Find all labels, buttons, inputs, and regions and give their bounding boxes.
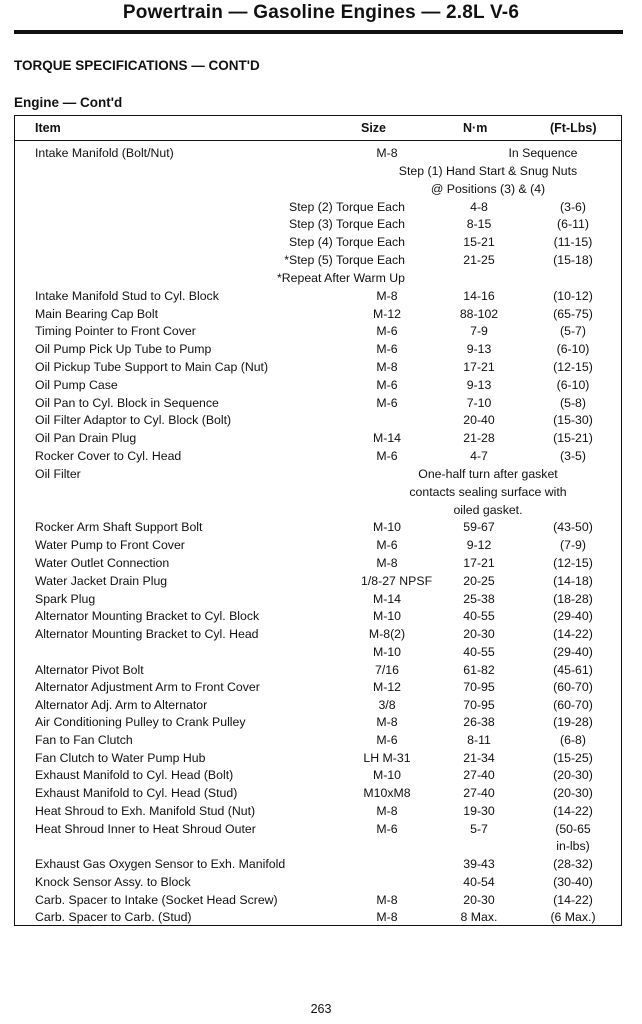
table-row <box>15 430 621 447</box>
header-size: Size <box>361 121 387 135</box>
cell-ftlbs: (14-22) <box>553 804 593 818</box>
cell-item: Timing Pointer to Front Cover <box>35 324 196 338</box>
cell-nm: 70-95 <box>463 680 495 694</box>
cell-item: Oil Pump Case <box>35 378 118 392</box>
cell-nm: 4-8 <box>470 200 488 214</box>
table-row <box>15 448 621 465</box>
cell-note: @ Positions (3) & (4) <box>430 182 546 196</box>
table-row <box>15 270 621 287</box>
cell-ftlbs: (6-10) <box>556 378 590 392</box>
table-row <box>15 341 621 358</box>
cell-item: Alternator Mounting Bracket to Cyl. Head <box>35 627 259 641</box>
cell-ftlbs: (5-7) <box>560 324 586 338</box>
cell-ftlbs: (45-61) <box>553 663 593 677</box>
cell-item: Water Outlet Connection <box>35 556 170 570</box>
cell-nm: 27-40 <box>463 786 495 800</box>
cell-nm: 61-82 <box>463 663 495 677</box>
cell-size: M-8 <box>376 804 398 818</box>
cell-item: Oil Pan to Cyl. Block in Sequence <box>35 396 219 410</box>
cell-nm: 9-12 <box>466 538 492 552</box>
cell-item: Main Bearing Cap Bolt <box>35 307 159 321</box>
cell-size: M-10 <box>372 768 402 782</box>
cell-size: M-10 <box>372 645 402 659</box>
header-ftlbs: (Ft-Lbs) <box>550 121 597 135</box>
cell-item: Oil Pan Drain Plug <box>35 431 137 445</box>
cell-size: M-6 <box>376 538 398 552</box>
cell-item: Water Pump to Front Cover <box>35 538 185 552</box>
cell-size: LH M-31 <box>363 751 411 765</box>
cell-nm: 7-10 <box>466 396 492 410</box>
table-row <box>15 608 621 625</box>
header-item: Item <box>35 121 61 135</box>
cell-nm: 15-21 <box>463 235 495 249</box>
cell-ftlbs: (19-28) <box>553 715 593 729</box>
table-row <box>15 145 621 162</box>
table-row <box>15 626 621 643</box>
cell-ftlbs: (6-10) <box>556 342 590 356</box>
cell-step: Step (2) Torque Each <box>289 200 405 214</box>
cell-nm: 40-55 <box>463 609 495 623</box>
cell-size: M-6 <box>376 324 398 338</box>
cell-size: M-8 <box>376 556 398 570</box>
table-row <box>15 395 621 412</box>
cell-note: oiled gasket. <box>453 503 523 517</box>
cell-ftlbs: (15-25) <box>553 751 593 765</box>
cell-size: M-12 <box>372 680 402 694</box>
table-row <box>15 359 621 376</box>
table-row <box>15 909 621 926</box>
table-row <box>15 892 621 909</box>
table-row <box>15 555 621 572</box>
table-row <box>15 803 621 820</box>
cell-ftlbs: (10-12) <box>553 289 593 303</box>
table-row <box>15 412 621 429</box>
cell-item: Water Jacket Drain Plug <box>35 574 168 588</box>
cell-item: Fan Clutch to Water Pump Hub <box>35 751 206 765</box>
cell-item: Exhaust Manifold to Cyl. Head (Stud) <box>35 786 238 800</box>
table-row <box>15 750 621 767</box>
cell-size: M-8 <box>376 715 398 729</box>
cell-ftlbs: (12-15) <box>553 556 593 570</box>
table-row <box>15 377 621 394</box>
cell-step: *Repeat After Warm Up <box>276 271 405 285</box>
cell-item: Rocker Arm Shaft Support Bolt <box>35 520 203 534</box>
cell-note: contacts sealing surface with <box>409 485 567 499</box>
cell-size: M-6 <box>376 822 398 836</box>
cell-nm: 20-25 <box>463 574 495 588</box>
cell-size: M-8 <box>376 360 398 374</box>
cell-item: Carb. Spacer to Carb. (Stud) <box>35 910 192 924</box>
cell-item: Alternator Mounting Bracket to Cyl. Block <box>35 609 260 623</box>
cell-nm: 27-40 <box>463 768 495 782</box>
cell-size: M-8 <box>376 146 398 160</box>
cell-ftlbs: (30-40) <box>553 875 593 889</box>
cell-ftlbs: (20-30) <box>553 768 593 782</box>
cell-item: Oil Pickup Tube Support to Main Cap (Nut) <box>35 360 269 374</box>
cell-size: 7/16 <box>375 663 399 677</box>
table-row <box>15 323 621 340</box>
cell-ftlbs: (50-65 <box>555 822 591 836</box>
cell-size: M-6 <box>376 342 398 356</box>
cell-nm: 17-21 <box>463 556 495 570</box>
cell-item: Heat Shroud Inner to Heat Shroud Outer <box>35 822 256 836</box>
cell-nm: 20-30 <box>463 893 495 907</box>
cell-nm: 40-54 <box>463 875 495 889</box>
cell-step: *Step (5) Torque Each <box>284 253 405 267</box>
cell-size: M-14 <box>372 431 402 445</box>
cell-note: In Sequence <box>508 146 578 160</box>
cell-nm: 8-15 <box>466 217 492 231</box>
cell-size: M-6 <box>376 396 398 410</box>
cell-size: M-8(2) <box>368 627 406 641</box>
cell-item: Knock Sensor Assy. to Block <box>35 875 191 889</box>
cell-size: M-10 <box>372 520 402 534</box>
cell-nm: 4-7 <box>470 449 488 463</box>
table-row <box>15 591 621 608</box>
table-row <box>15 662 621 679</box>
cell-item: Exhaust Manifold to Cyl. Head (Bolt) <box>35 768 234 782</box>
header-nm: N·m <box>463 121 488 135</box>
cell-ftlbs: (15-18) <box>553 253 593 267</box>
cell-nm: 21-25 <box>463 253 495 267</box>
cell-ftlbs: (60-70) <box>553 680 593 694</box>
cell-size: M-14 <box>372 592 402 606</box>
cell-nm: 40-55 <box>463 645 495 659</box>
page-header-title: Powertrain — Gasoline Engines — 2.8L V-6 <box>122 2 520 23</box>
section-title: TORQUE SPECIFICATIONS — CONT'D <box>14 58 260 73</box>
table-row <box>15 856 621 873</box>
cell-nm: 9-13 <box>466 342 492 356</box>
cell-item: Rocker Cover to Cyl. Head <box>35 449 182 463</box>
cell-item: Alternator Pivot Bolt <box>35 663 144 677</box>
cell-ftlbs: (14-22) <box>553 893 593 907</box>
cell-item: Intake Manifold (Bolt/Nut) <box>35 146 174 160</box>
table-row <box>15 714 621 731</box>
subsection-title: Engine — Cont'd <box>14 95 123 110</box>
cell-ftlbs: (5-8) <box>560 396 586 410</box>
cell-nm: 21-34 <box>463 751 495 765</box>
cell-nm: 19-30 <box>463 804 495 818</box>
table-row <box>15 252 621 269</box>
cell-nm: 14-16 <box>463 289 495 303</box>
cell-ftlbs: (65-75) <box>553 307 593 321</box>
torque-spec-table <box>14 115 622 926</box>
cell-item: Alternator Adj. Arm to Alternator <box>35 698 208 712</box>
cell-nm: 88-102 <box>459 307 499 321</box>
table-row <box>15 466 621 483</box>
cell-note: Step (1) Hand Start & Snug Nuts <box>398 164 578 178</box>
cell-item: Oil Filter <box>35 467 81 481</box>
cell-nm: 17-21 <box>463 360 495 374</box>
cell-nm: 39-43 <box>463 857 495 871</box>
table-row <box>15 234 621 251</box>
cell-nm: 8 Max. <box>460 910 498 924</box>
table-row <box>15 785 621 802</box>
cell-size: 1/8-27 NPSF <box>361 574 433 588</box>
cell-ftlbs: in-lbs) <box>556 839 590 853</box>
cell-item: Air Conditioning Pulley to Crank Pulley <box>35 715 246 729</box>
cell-ftlbs: (6-11) <box>557 217 589 231</box>
cell-nm: 8-11 <box>467 733 491 747</box>
table-row <box>15 163 621 180</box>
cell-size: M-10 <box>372 609 402 623</box>
cell-item: Exhaust Gas Oxygen Sensor to Exh. Manifold <box>35 857 286 871</box>
cell-size: 3/8 <box>378 698 396 712</box>
cell-ftlbs: (60-70) <box>553 698 593 712</box>
table-header <box>15 116 621 141</box>
cell-ftlbs: (6-8) <box>560 733 586 747</box>
cell-ftlbs: (6 Max.) <box>550 910 596 924</box>
cell-ftlbs: (3-5) <box>560 449 586 463</box>
cell-item: Fan to Fan Clutch <box>35 733 133 747</box>
cell-ftlbs: (14-22) <box>553 627 593 641</box>
table-row <box>15 537 621 554</box>
table-row <box>15 644 621 661</box>
cell-item: Oil Pump Pick Up Tube to Pump <box>35 342 212 356</box>
table-row <box>15 502 621 519</box>
table-row <box>15 519 621 536</box>
cell-ftlbs: (29-40) <box>553 609 593 623</box>
cell-size: M-8 <box>376 910 398 924</box>
table-row <box>15 874 621 891</box>
cell-size: M10xM8 <box>363 786 411 800</box>
table-row <box>15 767 621 784</box>
table-row <box>15 288 621 305</box>
cell-nm: 7-9 <box>470 324 488 338</box>
cell-step: Step (4) Torque Each <box>289 235 405 249</box>
cell-size: M-6 <box>376 449 398 463</box>
table-row <box>15 573 621 590</box>
cell-item: Intake Manifold Stud to Cyl. Block <box>35 289 219 303</box>
table-row <box>15 838 621 855</box>
cell-item: Oil Filter Adaptor to Cyl. Block (Bolt) <box>35 413 232 427</box>
cell-nm: 5-7 <box>470 822 488 836</box>
cell-size: M-12 <box>372 307 402 321</box>
table-row <box>15 821 621 838</box>
cell-nm: 9-13 <box>466 378 492 392</box>
cell-item: Alternator Adjustment Arm to Front Cover <box>35 680 260 694</box>
cell-nm: 20-30 <box>463 627 495 641</box>
cell-size: M-8 <box>376 893 398 907</box>
cell-ftlbs: (43-50) <box>553 520 593 534</box>
cell-nm: 70-95 <box>463 698 495 712</box>
cell-nm: 25-38 <box>463 592 495 606</box>
cell-item: Carb. Spacer to Intake (Socket Head Screw) <box>35 893 278 907</box>
cell-ftlbs: (7-9) <box>560 538 586 552</box>
cell-item: Heat Shroud to Exh. Manifold Stud (Nut) <box>35 804 256 818</box>
cell-ftlbs: (14-18) <box>553 574 593 588</box>
cell-nm: 20-40 <box>463 413 495 427</box>
header-rule <box>14 30 623 34</box>
cell-ftlbs: (28-32) <box>553 857 593 871</box>
cell-ftlbs: (20-30) <box>553 786 593 800</box>
cell-ftlbs: (18-28) <box>553 592 593 606</box>
table-row <box>15 216 621 233</box>
table-row <box>15 732 621 749</box>
table-row <box>15 181 621 198</box>
table-row <box>15 484 621 501</box>
cell-note: One-half turn after gasket <box>418 467 558 481</box>
cell-ftlbs: (3-6) <box>560 200 586 214</box>
cell-ftlbs: (12-15) <box>553 360 593 374</box>
cell-ftlbs: (29-40) <box>553 645 593 659</box>
cell-size: M-6 <box>376 378 398 392</box>
cell-nm: 21-28 <box>463 431 495 445</box>
page-number: 263 <box>310 1002 332 1016</box>
cell-item: Spark Plug <box>35 592 96 606</box>
cell-nm: 26-38 <box>463 715 495 729</box>
table-row <box>15 306 621 323</box>
cell-ftlbs: (15-21) <box>553 431 593 445</box>
table-row <box>15 199 621 216</box>
cell-nm: 59-67 <box>463 520 495 534</box>
cell-ftlbs: (11-15) <box>553 235 593 249</box>
cell-size: M-8 <box>376 289 398 303</box>
table-row <box>15 679 621 696</box>
cell-ftlbs: (15-30) <box>553 413 593 427</box>
cell-size: M-6 <box>376 733 398 747</box>
cell-step: Step (3) Torque Each <box>289 217 405 231</box>
table-row <box>15 697 621 714</box>
